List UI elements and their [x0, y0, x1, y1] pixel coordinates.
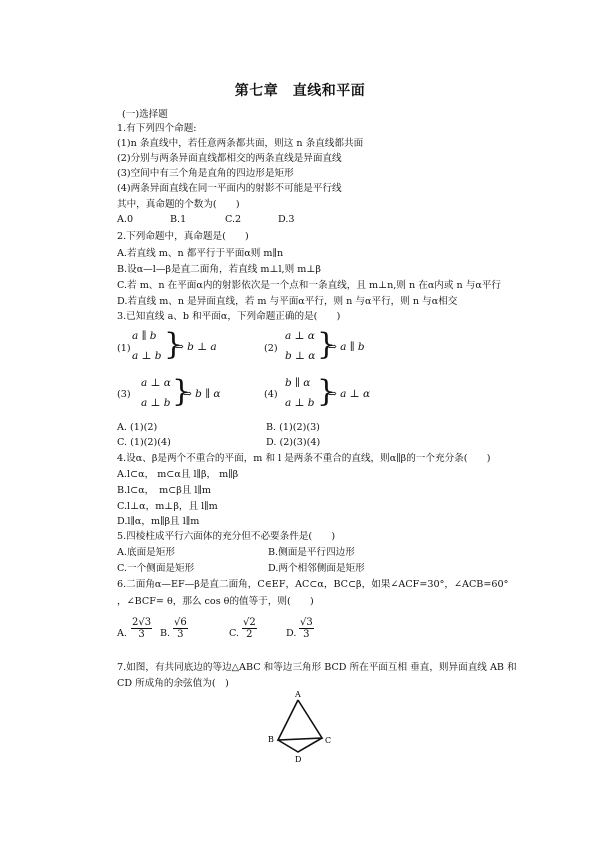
q6-option-c-den: 2: [246, 629, 253, 640]
q3-prop4-line1: b ∥ α: [285, 377, 311, 389]
q6-option-d-label: D.: [286, 628, 297, 639]
q2-option-b: B.设α—l—β是直二面角，若直线 m⊥l,则 m⊥β: [117, 264, 321, 275]
q6-option-b-den: 3: [177, 629, 184, 640]
q2-option-c: C.若 m、n 在平面α内的射影依次是一个点和一条直线，且 m⊥n,则 n 在α内或 n 与α平行: [117, 280, 502, 291]
q2-stem: 2.下列命题中，真命题是( ): [117, 231, 249, 242]
q3-option-b: B. (1)(2)(3): [266, 422, 320, 433]
q6-option-b-label: B.: [160, 628, 171, 639]
q6-option-b-num: √6: [174, 617, 187, 628]
q5-option-a: A.底面是矩形: [117, 547, 175, 558]
q1-option-c: C.2: [225, 214, 242, 225]
q4-option-d: D.l∥α，m∥β且 l∥m: [117, 516, 200, 527]
q1-item-4: (4)两条异面直线在同一平面内的射影不可能是平行线: [117, 183, 342, 194]
section-heading: (一)选择题: [122, 109, 168, 120]
q6-option-c-label: C.: [229, 628, 240, 639]
q7-stem-line2: CD 所成角的余弦值为( ): [117, 678, 229, 689]
q3-prop4-line2: a ⊥ b: [285, 397, 315, 409]
q4-option-b: B.l⊂α， m⊂β且 l∥m: [117, 485, 211, 496]
q1-stem: 1.有下列四个命题:: [117, 123, 197, 134]
q5-option-d: D.两个相邻侧面是矩形: [268, 563, 365, 574]
q3-prop3-line1: a ⊥ α: [141, 377, 171, 389]
q7-label-b: B: [268, 735, 274, 744]
q3-prop2-line1: a ⊥ α: [285, 330, 315, 342]
q4-stem: 4.设α、β是两个不重合的平面，m 和 l 是两条不重合的直线，则α∥β的一个充分条( ): [117, 453, 491, 464]
q5-option-c: C.一个侧面是矩形: [117, 563, 195, 574]
q3-prop1-label: (1): [117, 343, 131, 354]
q5-stem: 5.四棱柱成平行六面体的充分但不必要条件是( ): [117, 531, 336, 542]
q3-prop3-label: (3): [117, 389, 131, 400]
q3-prop1-line2: a ⊥ b: [132, 350, 162, 362]
q1-option-b: B.1: [170, 214, 187, 225]
q3-prop4-label: (4): [264, 389, 278, 400]
q1-question: 其中，真命题的个数为( ): [117, 199, 240, 210]
q3-prop4-conclusion: ⇒ a ⊥ α: [328, 388, 371, 400]
q6-option-a-den: 3: [138, 629, 145, 640]
q5-option-b: B.侧面是平行四边形: [268, 547, 355, 558]
q3-prop3-brace: }: [172, 374, 192, 409]
q3-option-d: D. (2)(3)(4): [266, 437, 321, 448]
q1-item-1: (1)n 条直线中，若任意两条都共面，则这 n 条直线都共面: [117, 138, 364, 149]
q3-prop2-brace: }: [317, 327, 337, 362]
q7-label-a: A: [295, 690, 301, 699]
q6-option-d-fraction: [299, 617, 314, 640]
q4-option-a: A.l⊂α， m⊂α且 l∥β， m∥β: [117, 469, 239, 480]
q6-option-c-fraction: [242, 617, 257, 640]
q3-prop2-conclusion: ⇒ a ∥ b: [328, 341, 365, 353]
q2-option-a: A.若直线 m、n 都平行于平面α则 m∥n: [117, 248, 284, 259]
q3-option-a: A. (1)(2): [117, 422, 158, 433]
q3-prop1-brace: }: [164, 327, 184, 362]
q6-option-a-label: A.: [117, 628, 127, 639]
q3-prop3-conclusion: ⇒ b ∥ α: [183, 388, 221, 400]
q6-stem-line1: 6.二面角α—EF—β是直二面角，C∈EF，AC⊂α，BC⊂β，如果∠ACF=30°，∠ACB=60°: [117, 579, 509, 590]
q3-prop4-brace: }: [317, 374, 337, 409]
q3-prop3-line2: a ⊥ b: [141, 397, 171, 409]
q6-option-b-fraction: [173, 617, 188, 640]
q7-stem-line1: 7.如图，有共同底边的等边△ABC 和等边三角形 BCD 所在平面互相 垂直，则异面直线 AB 和: [117, 662, 517, 673]
q6-option-d-num: √3: [300, 617, 313, 628]
chapter-title: 第七章 直线和平面: [234, 83, 366, 99]
q1-item-2: (2)分别与两条异面直线都相交的两条直线是异面直线: [117, 153, 342, 164]
q3-prop1-line1: a ∥ b: [132, 330, 157, 342]
q2-option-d: D.若直线 m、n 是异面直线，若 m 与平面α平行，则 n 与α平行，则 n 与α相交: [117, 296, 458, 307]
q7-triangle-figure: [262, 690, 342, 770]
q3-prop2-line2: b ⊥ α: [285, 350, 316, 362]
q3-prop2-label: (2): [264, 343, 278, 354]
q3-stem: 3.已知直线 a、b 和平面α，下列命题正确的是( ): [117, 311, 341, 322]
q4-option-c: C.l⊥α，m⊥β，且 l∥m: [117, 501, 218, 512]
q6-option-a-num: 2√3: [132, 617, 152, 628]
q1-item-3: (3)空间中有三个角是直角的四边形是矩形: [117, 168, 294, 179]
q1-option-d: D.3: [278, 214, 295, 225]
q1-option-a: A.0: [117, 214, 134, 225]
q3-prop1-conclusion: ⇒ b ⊥ a: [175, 341, 217, 353]
q6-option-a-fraction: [131, 617, 152, 640]
q6-stem-line2: ，∠BCF= θ，那么 cos θ的值等于，则( ): [117, 596, 314, 607]
q6-option-c-num: √2: [243, 617, 256, 628]
q7-triangle-abc: [278, 700, 322, 740]
q7-label-c: C: [325, 736, 332, 745]
q7-label-d: D: [295, 755, 302, 764]
q6-option-d-den: 3: [303, 629, 310, 640]
q3-option-c: C. (1)(2)(4): [117, 437, 171, 448]
